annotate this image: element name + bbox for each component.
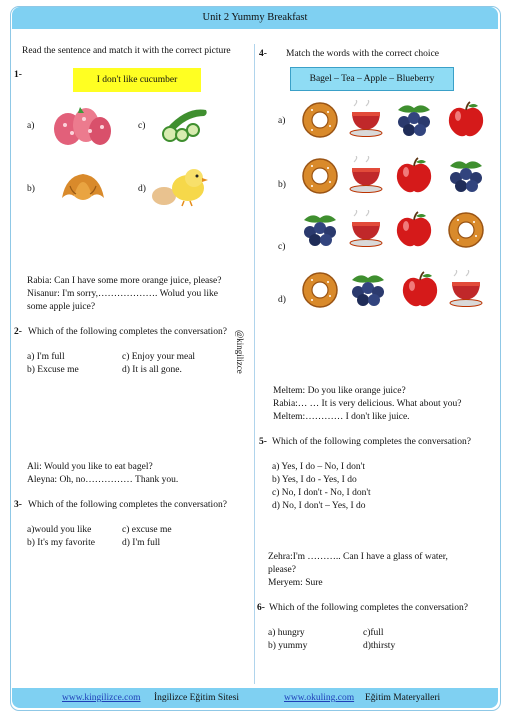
- dialog3-line1: Meltem: Do you like orange juice?: [273, 386, 406, 396]
- dialog1-line3: some apple juice?: [27, 302, 96, 312]
- q1-option-a-label: a): [27, 121, 35, 131]
- dialog4-line1: Zehra:I'm ……….. Can I have a glass of water,: [268, 552, 448, 562]
- question-number-6: 6-: [257, 603, 265, 613]
- footer-link-kingilizce[interactable]: www.kingilizce.com: [62, 693, 141, 703]
- footer-bar: [12, 688, 498, 708]
- sentence-box: I don't like cucumber: [73, 68, 201, 92]
- footer-text-1: İngilizce Eğitim Sitesi: [154, 693, 239, 703]
- dialog1-line2: Nisanur: I'm sorry,………………. Wolud you like: [27, 289, 218, 299]
- q4-d-bagel-icon: [300, 270, 340, 310]
- q6-option-d: d)thirsty: [363, 641, 396, 651]
- dialog2-line2: Aleyna: Oh, no…………… Thank you.: [27, 475, 179, 485]
- q4-option-d-label: d): [278, 295, 286, 305]
- footer-text-2: Eğitim Materyalleri: [365, 693, 441, 703]
- q2-option-b: b) Excuse me: [27, 365, 79, 375]
- q4-c-blueberry-icon: [300, 210, 340, 250]
- dialog4-line2: please?: [268, 565, 296, 575]
- q4-c-apple-icon: [394, 210, 434, 250]
- q3-option-d: d) I'm full: [122, 538, 161, 548]
- q4-a-blueberry-icon: [394, 100, 434, 140]
- q5-text: Which of the following completes the conversation?: [272, 437, 471, 447]
- q5-option-b: b) Yes, I do - Yes, I do: [272, 475, 357, 485]
- q2-option-d: d) It is all gone.: [122, 365, 182, 375]
- q4-instruction: Match the words with the correct choice: [286, 49, 439, 59]
- q4-option-a-label: a): [278, 116, 286, 126]
- page-title: Unit 2 Yummy Breakfast: [12, 7, 498, 29]
- question-number-4: 4-: [259, 49, 267, 59]
- q4-option-c-label: c): [278, 242, 286, 252]
- q4-c-tea-icon: [346, 210, 386, 250]
- q5-option-d: d) No, I don't – Yes, I do: [272, 501, 366, 511]
- q4-a-bagel-icon: [300, 100, 340, 140]
- q4-option-b-label: b): [278, 180, 286, 190]
- q1-option-d-label: d): [138, 184, 146, 194]
- column-divider: [254, 44, 255, 684]
- q3-text: Which of the following completes the conversation?: [28, 500, 227, 510]
- q5-option-c: c) No, I don't - No, I don't: [272, 488, 371, 498]
- meat-image: [50, 103, 114, 147]
- q4-c-bagel-icon: [446, 210, 486, 250]
- q2-option-a: a) I'm full: [27, 352, 65, 362]
- q6-option-a: a) hungry: [268, 628, 305, 638]
- q4-b-apple-icon: [394, 156, 434, 196]
- q1-option-c-label: c): [138, 121, 146, 131]
- q6-option-b: b) yummy: [268, 641, 308, 651]
- q3-option-b: b) It's my favorite: [27, 538, 95, 548]
- q2-option-c: c) Enjoy your meal: [122, 352, 196, 362]
- dialog3-line3: Meltem:………… I don't like juice.: [273, 412, 410, 422]
- question-number-1: 1-: [14, 70, 22, 80]
- question-number-2: 2-: [14, 327, 22, 337]
- dialog4-line3: Meryem: Sure: [268, 578, 323, 588]
- q4-d-apple-icon: [400, 270, 440, 310]
- q4-a-tea-icon: [346, 100, 386, 140]
- q4-b-tea-icon: [346, 156, 386, 196]
- q3-option-c: c) excuse me: [122, 525, 172, 535]
- question-number-5: 5-: [259, 437, 267, 447]
- q4-b-bagel-icon: [300, 156, 340, 196]
- dialog2-line1: Ali: Would you like to eat bagel?: [27, 462, 153, 472]
- q1-option-b-label: b): [27, 184, 35, 194]
- dialog3-line2: Rabia:… … It is very delicious. What about you?: [273, 399, 462, 409]
- q4-b-blueberry-icon: [446, 156, 486, 196]
- chick-egg-image: [150, 164, 212, 208]
- q3-option-a: a)would you like: [27, 525, 92, 535]
- watermark: @kingilizce: [235, 330, 245, 374]
- q4-d-tea-icon: [446, 270, 486, 310]
- q2-text: Which of the following completes the conversation?: [28, 327, 227, 337]
- croissant-image: [58, 168, 108, 210]
- q4-a-apple-icon: [446, 100, 486, 140]
- cucumber-image: [156, 104, 210, 142]
- dialog1-line1: Rabia: Can I have some more orange juice, please?: [27, 276, 222, 286]
- q5-option-a: a) Yes, I do – No, I don't: [272, 462, 366, 472]
- question-number-3: 3-: [14, 500, 22, 510]
- footer-link-okuling[interactable]: www.okuling.com: [284, 693, 355, 703]
- q4-d-blueberry-icon: [348, 270, 388, 310]
- word-list-box: Bagel – Tea – Apple – Blueberry: [290, 67, 454, 91]
- q6-text: Which of the following completes the conversation?: [269, 603, 468, 613]
- instruction-text: Read the sentence and match it with the correct picture: [22, 46, 231, 56]
- q6-option-c: c)full: [363, 628, 384, 638]
